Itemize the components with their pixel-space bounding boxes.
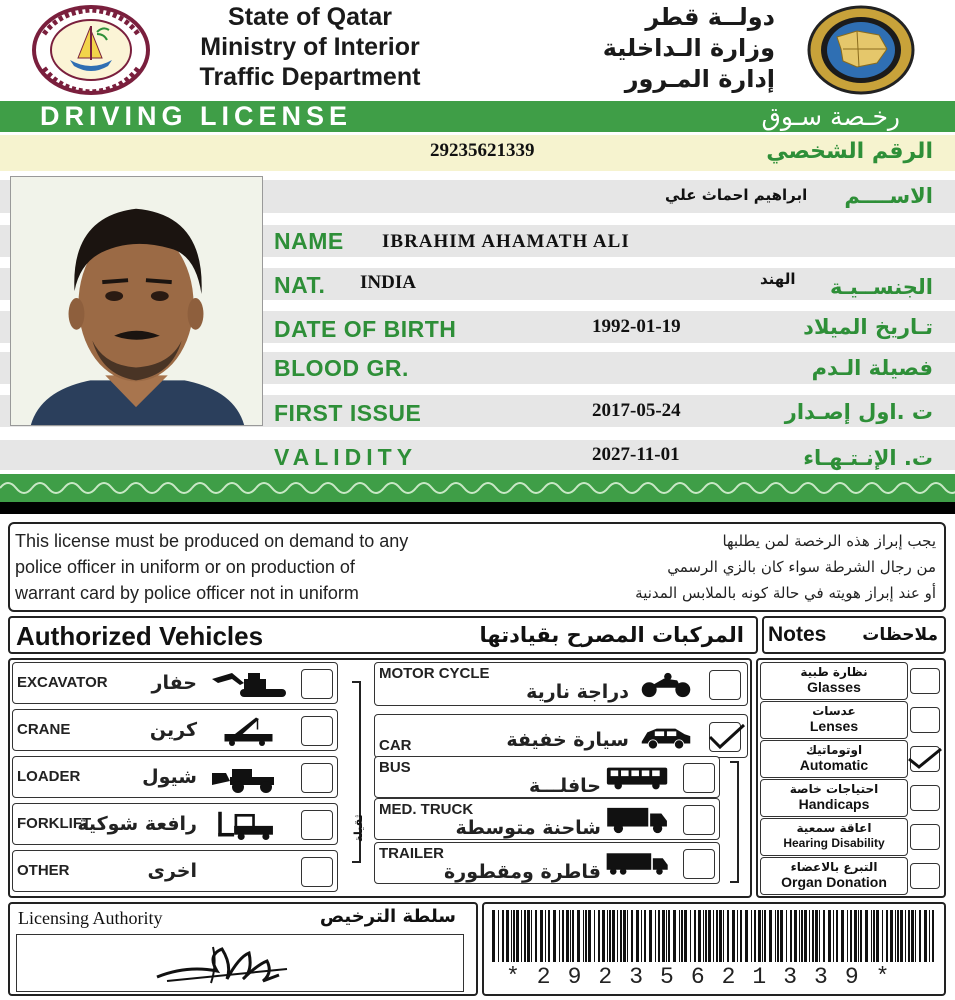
barcode-bar xyxy=(915,910,916,962)
notice-line: warrant card by police officer not in uniform xyxy=(15,583,359,603)
note-label: Handicaps xyxy=(798,796,870,812)
personal-number-value: 29235621339 xyxy=(430,140,535,161)
barcode-bar xyxy=(679,910,680,962)
note-checkbox[interactable] xyxy=(910,863,940,889)
validity-value: 2027-11-01 xyxy=(592,444,680,465)
barcode-bar xyxy=(641,910,642,962)
note-label: Glasses xyxy=(807,679,861,695)
vehicle-label-ar: رافعة شوكية xyxy=(77,813,197,835)
barcode-bar xyxy=(876,910,879,962)
note-checkbox[interactable] xyxy=(910,785,940,811)
vehicle-checkbox[interactable] xyxy=(301,810,333,840)
barcode-bar xyxy=(694,910,696,962)
barcode-box xyxy=(482,902,946,996)
authorized-vehicles-title: Authorized Vehicles xyxy=(16,621,264,651)
note-label: Automatic xyxy=(799,757,869,773)
barcode-bar xyxy=(583,910,584,962)
barcode-bar xyxy=(620,910,622,962)
validity-label-ar: ت. الإنـتـهـاء xyxy=(803,446,933,470)
barcode-bar xyxy=(644,910,646,962)
first-issue-value: 2017-05-24 xyxy=(592,400,681,421)
barcode-bar xyxy=(673,910,676,962)
dob-label-ar: تـاريخ الميلاد xyxy=(803,315,933,339)
vehicle-label-ar: كرين xyxy=(149,719,197,741)
barcode-bar xyxy=(627,910,628,962)
barcode-bar xyxy=(607,910,608,962)
barcode-bar xyxy=(502,910,504,962)
barcode-bar xyxy=(932,910,934,962)
motorcycle-icon xyxy=(633,671,699,699)
truck-icon xyxy=(605,806,671,834)
barcode-bar xyxy=(559,910,560,962)
note-label-ar: نظارة طبية xyxy=(800,665,868,679)
barcode-bar xyxy=(716,910,718,962)
name-value-ar: ابراهيم احماث علي xyxy=(665,186,808,204)
ministry-name-ar: وزارة الـداخلية xyxy=(602,34,775,62)
barcode-bar xyxy=(732,910,735,962)
name-value: IBRAHIM AHAMATH ALI xyxy=(382,231,630,252)
barcode-bar xyxy=(617,910,618,962)
barcode-bar xyxy=(713,910,714,962)
barcode-bar xyxy=(745,910,748,962)
vehicle-row xyxy=(12,850,338,892)
vehicle-checkbox[interactable] xyxy=(709,670,741,700)
note-checkbox[interactable] xyxy=(910,746,940,772)
barcode-bar xyxy=(836,910,838,962)
barcode-bar xyxy=(649,910,652,962)
check-mark-icon xyxy=(907,745,943,771)
note-label-ar: اعاقة سمعية xyxy=(796,821,872,835)
signature-area xyxy=(16,934,464,992)
barcode-bar xyxy=(658,910,660,962)
note-row xyxy=(760,779,908,817)
barcode-bar xyxy=(737,910,738,962)
note-checkbox[interactable] xyxy=(910,824,940,850)
barcode-bar xyxy=(890,910,893,962)
nationality-value: INDIA xyxy=(360,272,416,293)
barcode-bar xyxy=(886,910,888,962)
barcode-bar xyxy=(769,910,772,962)
barcode-bar xyxy=(708,910,711,962)
barcode-bar xyxy=(524,910,526,962)
barcode-bar xyxy=(570,910,571,962)
barcode-bar xyxy=(612,910,615,962)
forklift-icon xyxy=(209,810,291,840)
barcode-bar xyxy=(858,910,859,962)
barcode-bar xyxy=(516,910,519,962)
dob-value: 1992-01-19 xyxy=(592,316,681,337)
barcode-bar xyxy=(566,910,569,962)
barcode-bar xyxy=(609,910,611,962)
barcode-bar xyxy=(865,910,868,962)
name-label: NAME xyxy=(274,228,344,254)
note-label: Hearing Disability xyxy=(783,836,885,850)
barcode-bar xyxy=(727,910,729,962)
barcode-bar xyxy=(666,910,667,962)
vehicle-row xyxy=(12,756,338,798)
barcode-bar xyxy=(690,910,691,962)
holder-photo xyxy=(10,176,263,426)
heavy-category-marker xyxy=(346,662,372,894)
barcode-bar xyxy=(754,910,756,962)
vehicle-row xyxy=(12,803,338,845)
nationality-value-ar: الهند xyxy=(760,270,796,288)
barcode-bar xyxy=(545,910,546,962)
commercial-bracket xyxy=(724,756,746,888)
authorized-vehicles-header xyxy=(8,616,758,654)
authority-label: Licensing Authority xyxy=(18,908,163,928)
barcode-bar xyxy=(698,910,701,962)
department-name: Traffic Department xyxy=(199,63,421,91)
barcode-bar xyxy=(790,910,792,962)
note-checkbox[interactable] xyxy=(910,668,940,694)
barcode-bar xyxy=(631,910,633,962)
note-label: Organ Donation xyxy=(781,874,887,890)
vehicle-row xyxy=(374,842,720,884)
ministry-name: Ministry of Interior xyxy=(200,33,420,61)
barcode-bar xyxy=(668,910,670,962)
barcode-bar xyxy=(833,910,834,962)
heavy-vehicles-column xyxy=(12,662,340,894)
note-row xyxy=(760,701,908,739)
vehicle-checkbox[interactable] xyxy=(709,722,741,752)
card-divider xyxy=(0,502,955,514)
notes-list xyxy=(760,662,942,894)
note-row xyxy=(760,857,908,895)
blood-group-label: BLOOD GR. xyxy=(274,355,409,381)
bus-icon xyxy=(605,764,671,792)
license-title: DRIVING LICENSE xyxy=(40,101,353,131)
notice-arabic xyxy=(536,528,936,606)
barcode-bar xyxy=(723,910,724,962)
barcode-bar xyxy=(719,910,722,962)
barcode-bar xyxy=(535,910,537,962)
barcode-bar xyxy=(662,910,665,962)
vehicle-label-ar: حافلـــة xyxy=(528,775,601,797)
vehicle-checkbox[interactable] xyxy=(301,669,333,699)
barcode-bar xyxy=(929,910,930,962)
loader-icon xyxy=(209,763,291,793)
barcode-bar xyxy=(740,910,742,962)
vehicle-label: LOADER xyxy=(17,768,81,785)
authority-signature xyxy=(17,935,463,991)
vehicle-label: MED. TRUCK xyxy=(379,801,474,818)
dob-label: DATE OF BIRTH xyxy=(274,316,457,342)
vehicle-label: MOTOR CYCLE xyxy=(379,665,490,682)
barcode-bar xyxy=(531,910,532,962)
barcode-bar xyxy=(585,910,587,962)
vehicle-label-ar: قاطرة ومقطورة xyxy=(444,861,601,883)
barcode-bar xyxy=(809,910,810,962)
vehicle-label: BUS xyxy=(379,759,411,776)
note-label-ar: عدسات xyxy=(812,704,856,718)
notice-line-ar: يجب إبراز هذه الرخصة لمن يطلبها xyxy=(722,532,936,550)
notice-english xyxy=(15,528,408,606)
barcode-bar xyxy=(794,910,797,962)
notice-line-ar: من رجال الشرطة سواء كان بالزي الرسمي xyxy=(667,558,936,576)
barcode-bar xyxy=(527,910,530,962)
nationality-label: NAT. xyxy=(274,272,326,298)
first-issue-label-ar: ت .اول إصـدار xyxy=(784,400,933,424)
barcode-bar xyxy=(873,910,875,962)
barcode-bar xyxy=(751,910,752,962)
barcode-bar xyxy=(854,910,857,962)
vehicle-label: EXCAVATOR xyxy=(17,674,108,691)
note-label-ar: احتياجات خاصة xyxy=(789,782,879,796)
vehicle-checkbox[interactable] xyxy=(301,716,333,746)
personal-number-label-ar: الرقم الشخصي xyxy=(766,139,933,164)
car-icon xyxy=(633,723,699,751)
barcode-bar xyxy=(911,910,914,962)
note-label-ar: التبرع بالاعضاء xyxy=(790,860,878,874)
notes-title-ar: ملاحظات xyxy=(862,625,938,645)
barcode-bar xyxy=(758,910,761,962)
note-row xyxy=(760,818,908,856)
licensing-authority-box xyxy=(8,902,478,996)
barcode-bar xyxy=(823,910,825,962)
vehicle-checkbox[interactable] xyxy=(301,857,333,887)
license-back xyxy=(0,514,955,1000)
license-title-ar: رخـصة سـوق xyxy=(761,102,900,131)
trailer-icon xyxy=(605,850,671,878)
first-issue-label: FIRST ISSUE xyxy=(274,400,422,426)
vehicles-panel xyxy=(8,658,752,898)
barcode-bar xyxy=(553,910,556,962)
vehicle-label: OTHER xyxy=(17,862,70,879)
barcode-bar xyxy=(919,910,921,962)
barcode-bar xyxy=(577,910,580,962)
country-name: State of Qatar xyxy=(228,3,392,31)
vehicle-label-ar: شاحنة متوسطة xyxy=(455,817,601,839)
barcode-bar xyxy=(908,910,910,962)
note-label: Lenses xyxy=(809,718,859,734)
barcode-bar xyxy=(492,910,495,962)
note-row xyxy=(760,740,908,778)
barcode-bar xyxy=(681,910,683,962)
barcode-bar xyxy=(799,910,800,962)
vehicle-label-ar: حفار xyxy=(151,672,197,694)
barcode-bar xyxy=(815,910,818,962)
vehicle-checkbox[interactable] xyxy=(683,805,715,835)
vehicle-label: CAR xyxy=(379,737,412,754)
vehicle-checkbox[interactable] xyxy=(683,849,715,879)
barcode-bar xyxy=(775,910,776,962)
barcode-bar xyxy=(623,910,626,962)
qatar-moi-seal xyxy=(30,4,152,96)
barcode-bar xyxy=(705,910,707,962)
vehicle-row xyxy=(374,662,748,706)
barcode-bar xyxy=(498,910,499,962)
notice-line: police officer in uniform or on production of xyxy=(15,557,355,577)
light-vehicles-column xyxy=(374,662,748,894)
notes-header xyxy=(762,616,946,654)
vehicle-checkbox[interactable] xyxy=(683,763,715,793)
barcode-bar xyxy=(777,910,779,962)
barcode-bar xyxy=(786,910,787,962)
vehicle-label-ar: شيول xyxy=(142,766,197,788)
barcode-bar xyxy=(764,910,766,962)
barcode-bar xyxy=(780,910,783,962)
heavy-label-ar: ثقيلة xyxy=(352,814,365,842)
vehicle-checkbox[interactable] xyxy=(301,763,333,793)
vehicle-row xyxy=(374,756,720,798)
barcode-bar xyxy=(905,910,906,962)
barcode-bar xyxy=(828,910,831,962)
barcode-bar xyxy=(513,910,515,962)
barcode-bar xyxy=(562,910,564,962)
barcode-bar xyxy=(860,910,862,962)
barcode-bar xyxy=(703,910,704,962)
barcode-bar xyxy=(900,910,903,962)
barcode-bar xyxy=(804,910,807,962)
barcode-bar xyxy=(924,910,927,962)
gcc-emblem xyxy=(807,5,915,95)
check-mark-icon xyxy=(706,721,746,751)
barcode-bar xyxy=(511,910,512,962)
barcode-bar xyxy=(572,910,574,962)
barcode-bar xyxy=(548,910,550,962)
barcode-bar xyxy=(588,910,591,962)
note-row xyxy=(760,662,908,700)
nationality-label-ar: الجنســيـة xyxy=(829,275,933,299)
excavator-icon xyxy=(209,669,291,699)
vehicle-row xyxy=(12,662,338,704)
barcode-bar xyxy=(897,910,899,962)
barcode-bar xyxy=(801,910,803,962)
barcode-bar xyxy=(598,910,600,962)
note-label-ar: اوتوماتيك xyxy=(805,743,863,757)
validity-label: VALIDITY xyxy=(274,444,418,470)
note-checkbox[interactable] xyxy=(910,707,940,733)
name-label-ar: الاســــم xyxy=(844,184,933,208)
barcode-bar xyxy=(636,910,639,962)
barcode-bar xyxy=(655,910,656,962)
crane-icon xyxy=(209,716,291,746)
barcode-bar xyxy=(540,910,543,962)
blood-group-label-ar: فصيلة الـدم xyxy=(811,356,933,380)
notice-line: This license must be produced on demand to any xyxy=(15,531,409,551)
vehicle-label-ar: دراجة نارية xyxy=(526,681,629,703)
barcode-bar xyxy=(762,910,763,962)
barcode-bar xyxy=(850,910,852,962)
country-name-ar: دولــة قطر xyxy=(645,3,775,31)
notes-panel xyxy=(756,658,946,898)
barcode-bar xyxy=(594,910,595,962)
barcode-bar xyxy=(841,910,844,962)
barcode-bar xyxy=(871,910,872,962)
notice-line-ar: أو عند إبراز هويته في حالة كونه بالملابس المدنية xyxy=(635,584,936,602)
authorized-vehicles-title-ar: المركبات المصرح بقيادتها xyxy=(479,623,744,647)
barcode-bar xyxy=(847,910,848,962)
barcode xyxy=(492,910,938,962)
barcode-bar xyxy=(819,910,820,962)
barcode-text: *29235621339* xyxy=(506,964,907,990)
barcode-bar xyxy=(895,910,896,962)
vehicle-row xyxy=(12,709,338,751)
barcode-bar xyxy=(506,910,509,962)
barcode-bar xyxy=(521,910,522,962)
barcode-bar xyxy=(812,910,814,962)
notes-title: Notes xyxy=(768,623,827,646)
vehicle-label-ar: سيارة خفيفة xyxy=(506,729,629,751)
vehicle-label-ar: اخرى xyxy=(147,860,197,882)
department-name-ar: إدارة المـرور xyxy=(624,65,775,93)
vehicle-row xyxy=(374,714,748,758)
barcode-bar xyxy=(602,910,605,962)
decorative-border xyxy=(0,474,955,502)
notice-box xyxy=(8,522,946,612)
vehicle-label: TRAILER xyxy=(379,845,444,862)
authority-label-ar: سلطة الترخيص xyxy=(319,906,456,927)
vehicle-label: CRANE xyxy=(17,721,71,738)
header-english xyxy=(150,2,470,92)
barcode-bar xyxy=(684,910,687,962)
header-arabic xyxy=(575,2,775,95)
barcode-bar xyxy=(882,910,883,962)
vehicle-label: FORKLIFT xyxy=(17,815,92,832)
vehicle-row xyxy=(374,798,720,840)
